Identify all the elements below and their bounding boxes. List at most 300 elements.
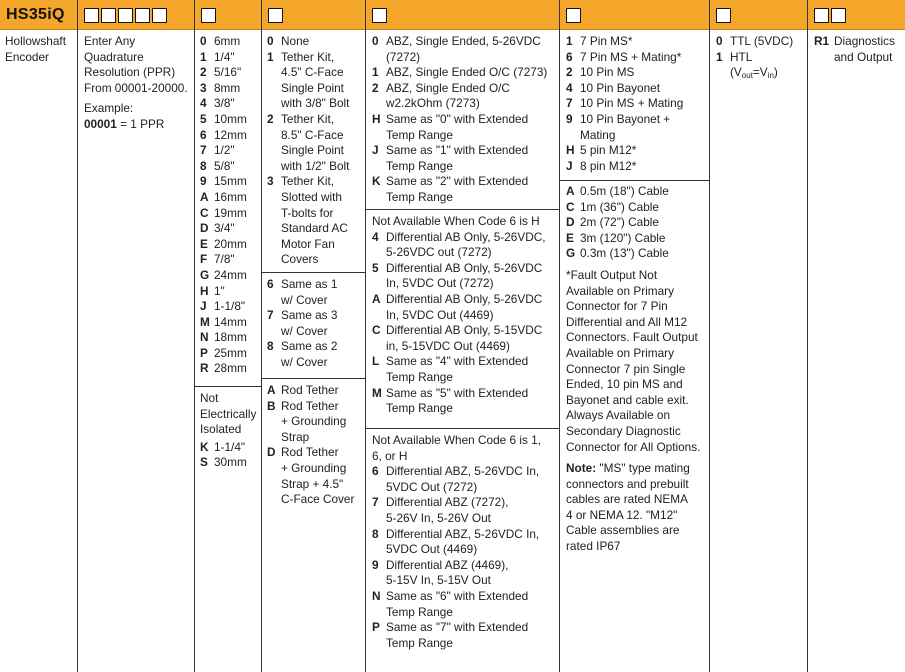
option-desc (580, 231, 666, 247)
option-desc-line: Same as "7" with Extended (386, 620, 529, 635)
output-option (372, 174, 553, 205)
output-section-3-title: Not Available When Code 6 is 1, 6, or H (372, 433, 541, 463)
output-option (372, 112, 553, 143)
option-desc-line: Differential ABZ (4469), (386, 557, 509, 572)
bore-option (200, 50, 256, 66)
ms-note-label: Note: (566, 461, 597, 476)
option-desc: 1/2" (214, 143, 235, 158)
option-code: K (200, 439, 209, 454)
option-code: J (200, 299, 207, 314)
option-desc-line: + Grounding (281, 414, 347, 429)
option-code: 2 (267, 111, 274, 126)
diagnostics-column (808, 30, 905, 672)
option-code: 4 (372, 229, 379, 244)
bore-option (200, 284, 256, 300)
option-desc: 1-1/4" (214, 439, 246, 454)
code-box (152, 8, 167, 23)
option-code: P (372, 620, 380, 635)
option-desc: 1" (214, 283, 225, 298)
fault-note-line: Available on Primary (566, 345, 674, 360)
mounting-option (267, 112, 360, 174)
option-desc-line: Single Point (281, 80, 344, 95)
connector-option (566, 96, 703, 112)
diag-line: and Output (834, 49, 893, 64)
option-desc-line: Differential ABZ, 5-26VDC In, (386, 464, 540, 479)
option-desc-line: Tether Kit, (281, 111, 335, 126)
option-code: 0 (200, 34, 207, 48)
output-section-1 (366, 30, 559, 210)
bore-option (200, 237, 256, 253)
cable-option (566, 184, 703, 200)
bore-option (200, 128, 256, 144)
option-desc-line: 2m (72") Cable (580, 215, 659, 230)
mounting-option (267, 399, 360, 446)
option-desc-line: Temp Range (386, 369, 453, 384)
ms-note-line: connectors and prebuilt (566, 476, 689, 491)
output-option (372, 558, 553, 589)
option-desc-line: T-bolts for (281, 205, 334, 220)
option-code: G (200, 267, 210, 282)
option-desc-line: 1m (36") Cable (580, 199, 659, 214)
option-desc-line: (7272) (386, 49, 421, 64)
fault-note-line: Connector for All Options. (566, 439, 701, 454)
option-desc: 6mm (214, 34, 241, 48)
ms-note-first: "MS" type mating (599, 461, 690, 476)
option-desc-line: ABZ, Single Ended O/C (386, 80, 510, 95)
option-code: C (566, 199, 575, 214)
option-code: 3 (267, 174, 274, 189)
bore-option (200, 221, 256, 237)
ppr-line: From 00001-20000. (84, 80, 188, 95)
option-desc-line: Same as "5" with Extended (386, 385, 529, 400)
bore-option (200, 206, 256, 222)
option-desc: 30mm (214, 455, 247, 470)
option-desc (580, 96, 683, 112)
option-desc-line: Same as 3 (281, 308, 338, 323)
diag-code-cell (808, 0, 905, 30)
mounting-option (267, 339, 360, 370)
option-desc-line: w/ Cover (281, 323, 328, 338)
ppr-line: Quadrature (84, 49, 144, 64)
option-code: 6 (372, 464, 379, 479)
option-desc (386, 174, 528, 205)
output-option (372, 34, 553, 65)
example-desc: = 1 PPR (120, 116, 165, 131)
option-desc: TTL (5VDC) (730, 34, 794, 48)
code-box (84, 8, 99, 23)
option-desc (386, 65, 547, 81)
option-code: 7 (267, 308, 274, 323)
option-code: E (200, 236, 208, 251)
option-desc (580, 200, 659, 216)
ppr-line: Enter Any (84, 34, 136, 48)
cable-option (566, 215, 703, 231)
bore-note: Not (200, 391, 219, 405)
option-desc: 18mm (214, 330, 247, 345)
option-desc-line: Tether Kit, (281, 49, 335, 64)
option-code: L (372, 354, 380, 369)
option-desc-line: with 3/8" Bolt (281, 96, 350, 111)
bore-isolated-section (195, 30, 261, 387)
voltage-column (710, 30, 808, 672)
mounting-option (267, 445, 360, 507)
option-code: 6 (267, 277, 274, 291)
option-desc (580, 112, 670, 143)
option-desc-line: Standard AC (281, 221, 348, 236)
option-desc: 5/16" (214, 65, 242, 80)
option-desc-line: Same as "2" with Extended (386, 174, 529, 189)
option-desc (281, 112, 349, 174)
connector-option (566, 159, 703, 175)
output-section-2-title: Not Available When Code 6 is H (372, 214, 540, 228)
fault-note-line: Available on Primary (566, 283, 674, 298)
option-desc-line: Single Point (281, 143, 344, 158)
option-code: 1 (716, 49, 723, 64)
option-code: 5 (200, 111, 207, 126)
option-code: 5 (372, 260, 379, 275)
mounting-option (267, 50, 360, 112)
example-code: 00001 (84, 116, 117, 131)
option-code: S (200, 455, 208, 470)
option-desc-line: 5-26VDC out (7272) (386, 245, 492, 260)
fault-note-line: Connectors. Fault Output (566, 330, 698, 345)
type-line: Encoder (5, 49, 49, 64)
fault-note-line: Secondary Diagnostic (566, 423, 681, 438)
option-code: 7 (200, 143, 207, 158)
option-desc-line: 10 Pin Bayonet (580, 80, 661, 95)
model-cell (0, 0, 78, 30)
option-code: R (200, 361, 209, 376)
output-option (372, 354, 553, 385)
ms-note-line (566, 461, 703, 477)
ms-note-line: 4 or NEMA 12. "M12" (566, 507, 678, 522)
output-option (372, 81, 553, 112)
option-code: M (200, 314, 210, 329)
option-desc-line: None (281, 34, 310, 48)
option-desc-line: + Grounding (281, 460, 347, 475)
code-box (268, 8, 283, 23)
option-desc-line: Strap (281, 429, 310, 444)
body-row (0, 30, 905, 672)
option-desc (386, 495, 508, 526)
option-desc-line: ABZ, Single Ended, 5-26VDC (386, 34, 541, 48)
option-code: N (372, 588, 381, 603)
output-option (372, 292, 553, 323)
output-option (372, 386, 553, 417)
example-line (84, 117, 188, 133)
option-desc (580, 184, 669, 200)
option-desc (386, 354, 528, 385)
mounting-option (267, 383, 360, 399)
option-desc (386, 386, 528, 417)
output-option (372, 495, 553, 526)
option-desc (580, 81, 660, 97)
option-desc-line: 10 Pin Bayonet + (580, 111, 671, 126)
bore-option (200, 190, 256, 206)
bore-option (200, 346, 256, 362)
bore-note: Electrically (200, 406, 257, 421)
type-line: Hollowshaft (5, 34, 66, 48)
option-desc-line: Differential AB Only, 5-26VDC, (386, 229, 546, 244)
ms-note-line: rated IP67 (566, 539, 621, 554)
option-code: C (372, 323, 381, 338)
bore-option (200, 96, 256, 112)
option-code: 1 (267, 49, 274, 64)
option-code: 0 (716, 34, 723, 48)
bore-note: Isolated (200, 422, 242, 437)
bore-option (200, 81, 256, 97)
output-option (372, 464, 553, 495)
option-desc (386, 527, 539, 558)
option-code: H (200, 283, 209, 298)
option-code: R1 (814, 34, 830, 48)
option-code: H (372, 111, 381, 126)
option-desc: 28mm (214, 361, 247, 376)
voltage-option (716, 50, 801, 84)
option-code: 2 (566, 65, 573, 80)
bore-option (200, 112, 256, 128)
option-desc: 10mm (214, 111, 247, 126)
bore-option (200, 455, 256, 471)
option-code: 6 (566, 49, 573, 64)
option-code: A (566, 184, 575, 198)
option-desc (281, 399, 346, 446)
connector-option (566, 81, 703, 97)
output-option (372, 230, 553, 261)
option-code: H (566, 143, 575, 158)
voltage-option (716, 34, 801, 50)
header-row (0, 0, 905, 30)
diagnostics-option (814, 34, 899, 65)
cable-section (560, 181, 709, 558)
cable-option (566, 200, 703, 216)
option-desc-line: Rod Tether (281, 383, 339, 397)
fault-note-line: Always Available on (566, 408, 671, 423)
option-desc (386, 620, 528, 651)
ms-note (566, 461, 703, 555)
output-option (372, 65, 553, 81)
option-desc (281, 174, 348, 268)
option-code: 6 (200, 127, 207, 142)
option-desc-line: 7 Pin MS* (580, 34, 633, 48)
mounting-section-1 (262, 30, 365, 273)
option-code: 8 (267, 339, 274, 354)
mounting-column (262, 30, 366, 672)
option-code: 8 (372, 526, 379, 541)
output-column (366, 30, 560, 672)
option-desc-line: Strap + 4.5" (281, 476, 344, 491)
option-code: 3 (200, 80, 207, 95)
option-desc (386, 81, 510, 112)
option-code: 0 (267, 34, 274, 48)
code-box (716, 8, 731, 23)
option-desc: 7/8" (214, 252, 235, 267)
option-desc-line: 5-26V In, 5-26V Out (386, 510, 491, 525)
option-desc (281, 308, 337, 339)
code-box (831, 8, 846, 23)
example-label: Example: (84, 101, 134, 116)
bore-column (195, 30, 262, 672)
option-desc-line: Temp Range (386, 401, 453, 416)
connector-option (566, 34, 703, 50)
option-code: 9 (200, 174, 207, 189)
bore-non-isolated-section (195, 387, 261, 475)
bore-option (200, 440, 256, 456)
option-desc-line: 5VDC Out (4469) (386, 542, 478, 557)
option-desc-line: Temp Range (386, 127, 453, 142)
output-option (372, 620, 553, 651)
mounting-option (267, 308, 360, 339)
fault-note-line: Differential and All M12 (566, 314, 688, 329)
option-code: F (200, 252, 208, 267)
bore-option (200, 361, 256, 377)
htl-sub-in: in (767, 71, 774, 81)
option-desc: 16mm (214, 189, 247, 204)
option-desc-line: Covers (281, 252, 319, 267)
option-desc-line: 10 Pin MS + Mating (580, 96, 684, 111)
option-desc (281, 445, 354, 507)
option-desc-line: 0.3m (13") Cable (580, 246, 669, 261)
option-code: 7 (372, 495, 379, 510)
output-option (372, 261, 553, 292)
option-desc-line: Same as "6" with Extended (386, 588, 529, 603)
option-desc (281, 383, 339, 399)
fault-note-line: Connector 7 pin Single (566, 361, 686, 376)
option-desc (386, 558, 508, 589)
output-section-3 (366, 429, 559, 655)
option-code: 7 (566, 96, 573, 111)
code-box (814, 8, 829, 23)
option-code: D (200, 221, 209, 236)
option-code: D (267, 445, 276, 460)
option-code: D (566, 215, 575, 230)
option-desc (386, 292, 542, 323)
option-desc-line: Motor Fan (281, 236, 335, 251)
option-desc (386, 34, 541, 65)
option-desc-line: Temp Range (386, 604, 453, 619)
output-option (372, 323, 553, 354)
option-code: E (566, 230, 574, 245)
option-desc-line: 7 Pin MS + Mating* (580, 49, 682, 64)
bore-option (200, 143, 256, 159)
option-code: P (200, 345, 208, 360)
ppr-line: Resolution (PPR) (84, 65, 176, 80)
option-desc-line: Mating (580, 127, 616, 142)
option-desc-line: Same as "0" with Extended (386, 111, 529, 126)
option-code: 4 (200, 96, 207, 111)
option-desc-line: Differential ABZ (7272), (386, 495, 509, 510)
option-desc (386, 464, 539, 495)
option-desc (281, 277, 337, 308)
output-option (372, 589, 553, 620)
option-desc-line: 8 pin M12* (580, 158, 637, 173)
option-code: 9 (566, 111, 573, 126)
ppr-code-cell (78, 0, 195, 30)
option-desc (580, 143, 636, 159)
option-desc (730, 50, 801, 84)
mounting-option (267, 277, 360, 308)
option-code: A (267, 383, 276, 397)
option-desc-line: Rod Tether (281, 398, 339, 413)
option-code: J (566, 158, 573, 173)
mounting-section-2 (262, 273, 365, 379)
option-desc-line: Same as 1 (281, 277, 338, 291)
option-desc-line: w2.2kOhm (7273) (386, 96, 480, 111)
option-desc (386, 261, 542, 292)
option-desc-line: in, 5-15VDC Out (4469) (386, 338, 510, 353)
output-section-2 (366, 210, 559, 429)
option-desc (580, 246, 669, 262)
htl-prefix: HTL (V (730, 49, 752, 80)
option-desc: 1/4" (214, 49, 235, 64)
option-desc-line: Slotted with (281, 189, 342, 204)
option-desc (386, 323, 542, 354)
bore-option (200, 252, 256, 268)
mounting-code-cell (262, 0, 366, 30)
connector-option (566, 112, 703, 143)
model-name: HS35iQ (6, 6, 65, 23)
option-desc (580, 159, 636, 175)
option-desc-line: w/ Cover (281, 354, 328, 369)
option-desc-line: Same as 2 (281, 339, 338, 354)
voltage-code-cell (710, 0, 808, 30)
option-desc (580, 34, 632, 50)
cable-option (566, 246, 703, 262)
option-desc (580, 50, 681, 66)
option-desc-line: with 1/2" Bolt (281, 158, 350, 173)
connector-code-cell (560, 0, 710, 30)
bore-code-cell (195, 0, 262, 30)
connector-option (566, 143, 703, 159)
option-desc-line: Rod Tether (281, 445, 339, 460)
code-box (135, 8, 150, 23)
option-code: 8 (200, 158, 207, 173)
mounting-section-3 (262, 379, 365, 512)
option-desc: 3/8" (214, 96, 235, 111)
option-desc-line: 3m (120") Cable (580, 230, 666, 245)
code-box (118, 8, 133, 23)
diag-line: Diagnostics (834, 34, 895, 48)
code-box (101, 8, 116, 23)
bore-option (200, 65, 256, 81)
htl-suffix: ) (773, 65, 778, 80)
option-code: 9 (372, 557, 379, 572)
connector-option (566, 50, 703, 66)
ms-note-line: Cable assemblies are (566, 523, 680, 538)
option-desc-line: w/ Cover (281, 292, 328, 307)
option-desc: 19mm (214, 205, 247, 220)
bore-option (200, 330, 256, 346)
code-box (201, 8, 216, 23)
option-desc: 15mm (214, 174, 247, 189)
option-code: K (372, 174, 381, 189)
connector-section (560, 30, 709, 181)
cable-option (566, 231, 703, 247)
option-code: M (372, 385, 382, 400)
code-box (372, 8, 387, 23)
option-desc (386, 112, 528, 143)
mounting-option (267, 34, 360, 50)
option-code: 1 (200, 49, 207, 64)
bore-option (200, 268, 256, 284)
option-desc: 25mm (214, 345, 247, 360)
option-desc-line: 10 Pin MS (580, 65, 635, 80)
bore-option (200, 315, 256, 331)
connector-option (566, 65, 703, 81)
option-desc (386, 589, 528, 620)
option-desc-line: Differential AB Only, 5-26VDC (386, 260, 543, 275)
option-desc-line: Temp Range (386, 635, 453, 650)
